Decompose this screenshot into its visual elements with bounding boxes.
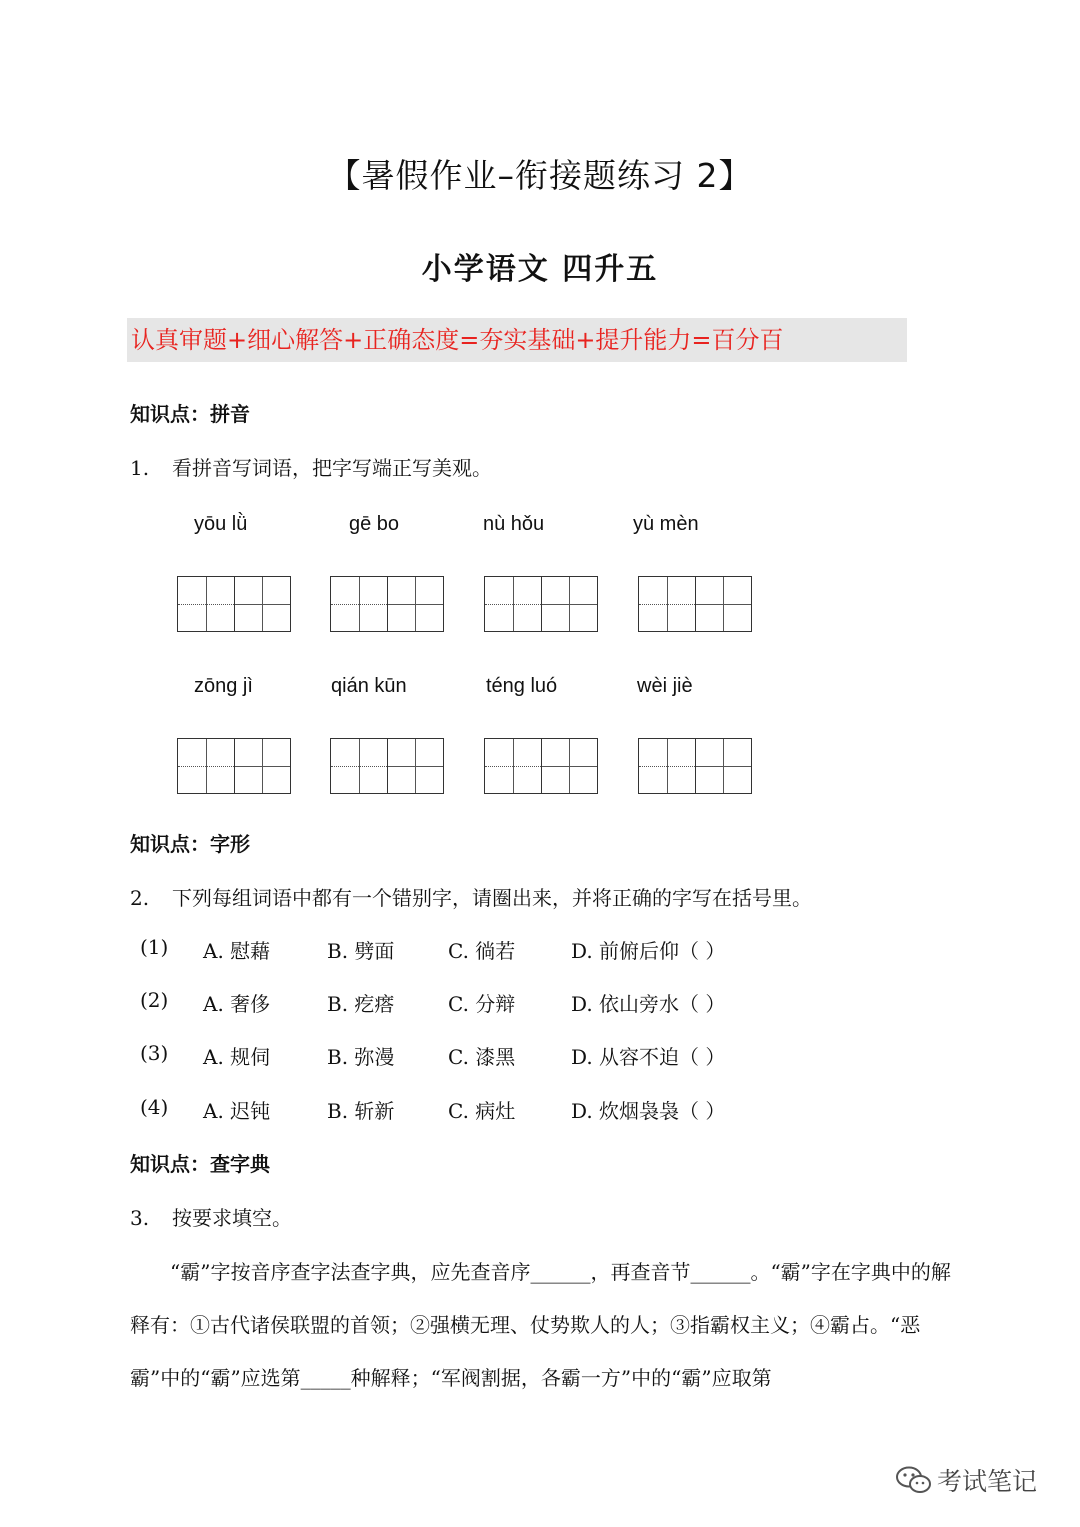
option-a[interactable]: A. 规伺	[203, 1045, 271, 1069]
question-2	[130, 882, 812, 911]
writing-grid[interactable]	[177, 576, 291, 632]
pinyin-label: nù hǒu	[483, 513, 545, 535]
watermark	[895, 1462, 1037, 1498]
option-a[interactable]: A. 奢侈	[203, 992, 271, 1016]
option-a[interactable]: A. 慰藉	[203, 939, 271, 963]
knowledge-point-pinyin: 知识点：拼音	[130, 402, 250, 426]
group-number: (4)	[140, 1095, 169, 1119]
option-d[interactable]: D. 依山旁水（ ）	[571, 992, 726, 1016]
pinyin-label: qián kūn	[331, 675, 407, 697]
pinyin-label: zōng jì	[194, 675, 253, 697]
question-1	[130, 452, 492, 481]
page-subtitle: 小学语文 四升五	[421, 252, 659, 287]
writing-grid[interactable]	[177, 738, 291, 794]
knowledge-point-dictionary: 知识点：查字典	[130, 1152, 270, 1176]
wechat-icon	[895, 1465, 933, 1495]
option-d[interactable]: D. 从容不迫（ ）	[571, 1045, 726, 1069]
pinyin-label: yù mèn	[633, 513, 699, 535]
question-number: 1.	[130, 456, 150, 480]
writing-grid[interactable]	[638, 738, 752, 794]
writing-grid[interactable]	[484, 738, 598, 794]
option-b[interactable]: B. 斩新	[327, 1099, 395, 1123]
question-number: 2.	[130, 886, 150, 910]
question-text: 看拼音写词语，把字写端正写美观。	[172, 456, 492, 480]
question-3-paragraph: “霸”字按音序查字法查字典，应先查音序______，再查音节______。“霸”字在字典中的解释有：①古代诸侯联盟的首领；②强横无理、仗势欺人的人；③指霸权主义；④霸占。“恶霸”中的“霸”应选第_____种解释；“军阀割据，各霸一方”中的“霸”应取第	[130, 1260, 951, 1390]
question-text: 按要求填空。	[172, 1206, 292, 1230]
group-number: (1)	[140, 935, 169, 959]
knowledge-point-glyph: 知识点：字形	[130, 832, 250, 856]
pinyin-label: wèi jiè	[637, 675, 693, 697]
watermark-text: 考试笔记	[937, 1467, 1038, 1496]
option-b[interactable]: B. 劈面	[327, 939, 395, 963]
pinyin-label: yōu lǜ	[194, 513, 248, 535]
option-a[interactable]: A. 迟钝	[203, 1099, 271, 1123]
option-b[interactable]: B. 疙瘩	[327, 992, 395, 1016]
question-number: 3.	[130, 1206, 150, 1230]
writing-grid[interactable]	[330, 738, 444, 794]
option-d[interactable]: D. 炊烟袅袅（ ）	[571, 1099, 726, 1123]
option-d[interactable]: D. 前俯后仰（ ）	[571, 939, 726, 963]
option-c[interactable]: C. 漆黑	[448, 1045, 516, 1069]
question-3	[130, 1202, 292, 1231]
pinyin-label: gē bo	[349, 513, 400, 535]
page-title: 【暑假作业–衔接题练习 2】	[327, 156, 753, 195]
writing-grid[interactable]	[484, 576, 598, 632]
group-number: (2)	[140, 988, 169, 1012]
option-c[interactable]: C. 徜若	[448, 939, 516, 963]
writing-grid[interactable]	[330, 576, 444, 632]
writing-grid[interactable]	[638, 576, 752, 632]
option-b[interactable]: B. 弥漫	[327, 1045, 395, 1069]
option-c[interactable]: C. 分辩	[448, 992, 516, 1016]
group-number: (3)	[140, 1041, 169, 1065]
motto-banner: 认真审题+细心解答+正确态度=夯实基础+提升能力=百分百	[127, 318, 907, 362]
pinyin-label: téng luó	[486, 675, 558, 697]
option-c[interactable]: C. 病灶	[448, 1099, 516, 1123]
question-text: 下列每组词语中都有一个错别字，请圈出来，并将正确的字写在括号里。	[172, 886, 812, 910]
